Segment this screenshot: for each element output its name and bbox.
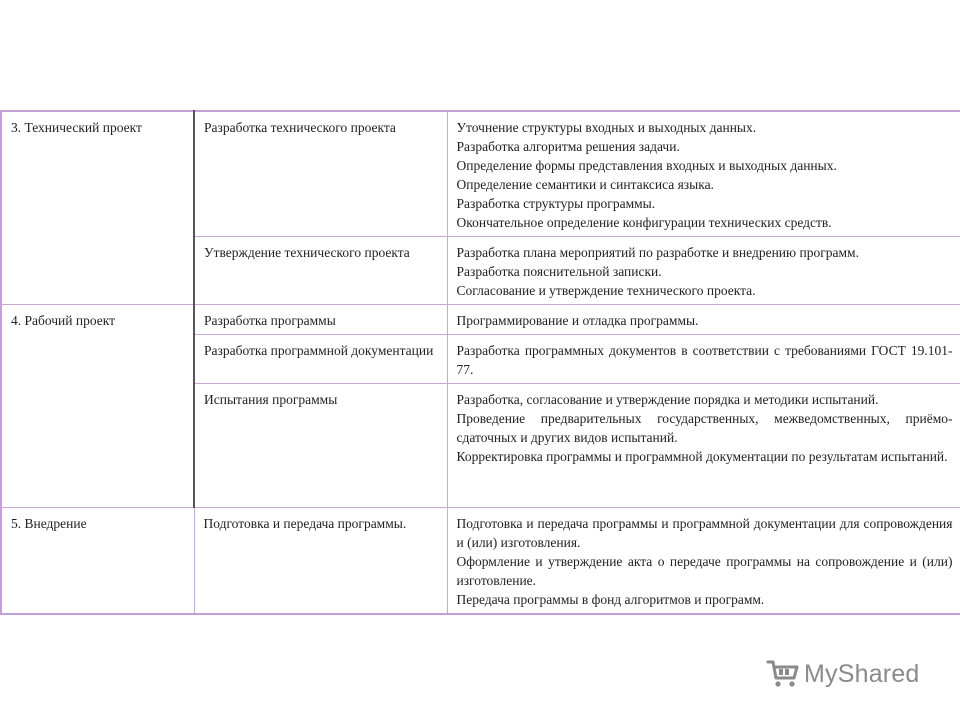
stage-label: 5. Внедрение xyxy=(11,516,87,531)
table-row xyxy=(1,305,960,335)
tasks-cell: Уточнение структуры входных и выходных данных. Разработка алгоритма решения задачи. Определение формы представления входных и выходных данных. Определение семантики и синтаксиса языка. Разработка структуры программы. Окончательное определение конфигурации технических средств. xyxy=(447,111,960,237)
shopping-cart-icon xyxy=(766,659,800,689)
tasks-cell: Разработка программных документов в соответствии с требованиями ГОСТ 19.101-77. xyxy=(447,335,960,384)
work-cell: Подготовка и передача программы. xyxy=(194,508,447,615)
logo-text: MyShared xyxy=(804,659,920,688)
work-cell: Испытания программы xyxy=(194,384,447,508)
work-cell: Разработка программной документации xyxy=(194,335,447,384)
table-row xyxy=(1,508,960,615)
stages-table xyxy=(0,110,960,615)
tasks-cell: Разработка, согласование и утверждение порядка и методики испытаний. Проведение предварительных государственных, межведомственных, приёмо-сдаточных и других видов испытаний. Корректировка программы и программной документации по результатам испытаний. xyxy=(447,384,960,508)
stage-label: 4. Рабочий проект xyxy=(11,313,116,328)
tasks-cell: Программирование и отладка программы. xyxy=(447,305,960,335)
stage-cell xyxy=(1,508,194,615)
stage-cell xyxy=(1,305,194,508)
stage-label: 3. Технический проект xyxy=(11,120,142,135)
work-cell: Утверждение технического проекта xyxy=(194,237,447,305)
work-cell: Разработка программы xyxy=(194,305,447,335)
tasks-cell: Разработка плана мероприятий по разработке и внедрению программ. Разработка пояснительной записки. Согласование и утверждение технического проекта. xyxy=(447,237,960,305)
tasks-cell: Подготовка и передача программы и программной документации для сопровождения и (или) изготовления. Оформление и утверждение акта о передаче программы на сопровождение и (или) изготовление. Передача программы в фонд алгоритмов и программ. xyxy=(447,508,960,615)
stage-cell xyxy=(1,111,194,305)
work-cell: Разработка технического проекта xyxy=(194,111,447,237)
table-row xyxy=(1,111,960,237)
myshared-logo xyxy=(766,656,920,692)
